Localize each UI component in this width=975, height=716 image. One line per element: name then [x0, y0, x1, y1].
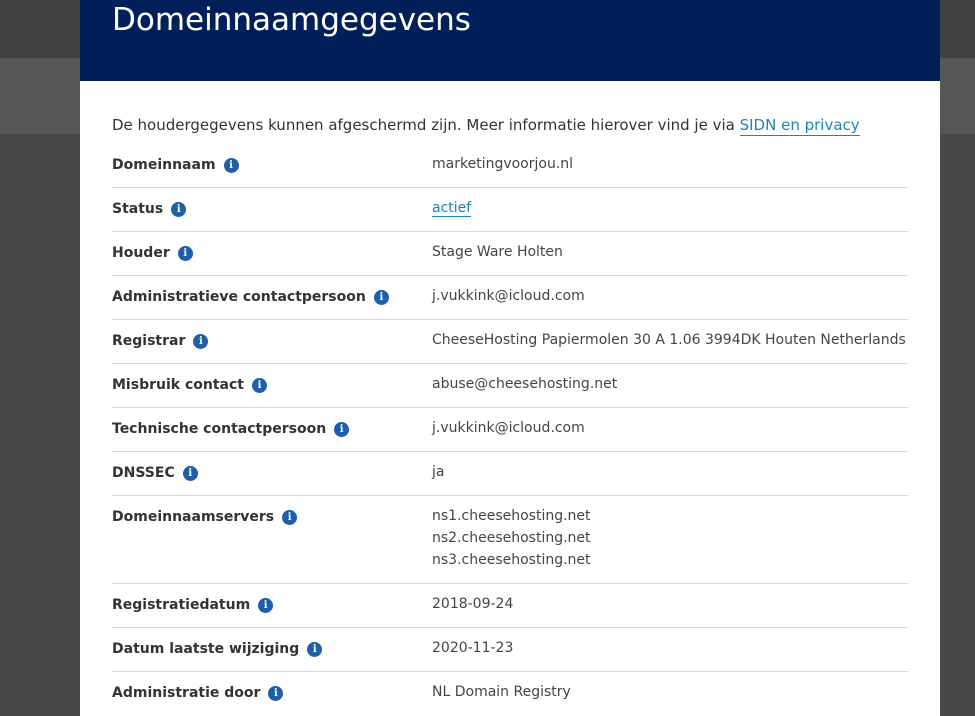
- detail-value-houder: Stage Ware Holten: [432, 244, 563, 260]
- info-icon[interactable]: i: [307, 642, 322, 657]
- detail-value-domeinnaam: marketingvoorjou.nl: [432, 156, 574, 172]
- detail-value-admin-contact: j.vukkink@icloud.com: [432, 288, 585, 304]
- detail-label: Administratie door: [112, 685, 261, 701]
- status-link[interactable]: actief: [432, 200, 472, 216]
- nameserver-item: ns1.cheesehosting.net: [432, 508, 591, 524]
- detail-value-dnssec: ja: [432, 464, 445, 480]
- detail-label: DNSSEC: [112, 465, 175, 481]
- detail-row-houder: [112, 232, 908, 276]
- privacy-intro: [112, 114, 908, 136]
- detail-row-misbruik: [112, 364, 908, 408]
- detail-row-registratiedatum: [112, 584, 908, 628]
- detail-row-laatste-wijziging: [112, 628, 908, 672]
- detail-value-laatste-wijziging: 2020-11-23: [432, 640, 514, 656]
- detail-label: Misbruik contact: [112, 377, 244, 393]
- info-icon[interactable]: i: [183, 466, 198, 481]
- detail-label: Domeinnaam: [112, 157, 216, 173]
- modal-body: [80, 114, 940, 716]
- detail-row-registrar: [112, 320, 908, 364]
- detail-row-status: [112, 188, 908, 232]
- info-icon[interactable]: i: [252, 378, 267, 393]
- info-icon[interactable]: i: [334, 422, 349, 437]
- detail-row-tech-contact: [112, 408, 908, 452]
- privacy-intro-text: De houdergegevens kunnen afgeschermd zijn. Meer informatie hierover vind je via: [112, 116, 740, 134]
- detail-row-dnssec: [112, 452, 908, 496]
- nameserver-item: ns3.cheesehosting.net: [432, 552, 591, 568]
- detail-value-tech-contact: j.vukkink@icloud.com: [432, 420, 585, 436]
- info-icon[interactable]: i: [193, 334, 208, 349]
- info-icon[interactable]: i: [171, 202, 186, 217]
- detail-value-misbruik: abuse@cheesehosting.net: [432, 376, 618, 392]
- detail-value-nameservers: [432, 505, 591, 571]
- detail-value-registratiedatum: 2018-09-24: [432, 596, 514, 612]
- detail-label: Houder: [112, 245, 170, 261]
- sidn-privacy-link[interactable]: SIDN en privacy: [739, 116, 860, 134]
- detail-label: Registrar: [112, 333, 186, 349]
- detail-row-admin-contact: [112, 276, 908, 320]
- info-icon[interactable]: i: [224, 158, 239, 173]
- modal-title: Domeinnaamgegevens: [112, 2, 471, 38]
- nameserver-item: ns2.cheesehosting.net: [432, 530, 591, 546]
- detail-label: Status: [112, 201, 164, 217]
- info-icon[interactable]: i: [282, 510, 297, 525]
- detail-label: Registratiedatum: [112, 597, 251, 613]
- info-icon[interactable]: i: [268, 686, 283, 701]
- info-icon[interactable]: i: [258, 598, 273, 613]
- info-icon[interactable]: i: [374, 290, 389, 305]
- detail-value-registrar: CheeseHosting Papiermolen 30 A 1.06 3994DK Houten Netherlands: [432, 332, 906, 348]
- domain-details-modal: [80, 0, 940, 716]
- domain-details-list: [112, 144, 908, 716]
- detail-row-nameservers: [112, 496, 908, 584]
- detail-label: Datum laatste wijziging: [112, 641, 300, 657]
- detail-row-domeinnaam: [112, 144, 908, 188]
- detail-label: Technische contactpersoon: [112, 421, 327, 437]
- detail-row-administratie-door: [112, 672, 908, 716]
- info-icon[interactable]: i: [178, 246, 193, 261]
- modal-header: [80, 0, 940, 81]
- detail-label: Domeinnaamservers: [112, 509, 275, 525]
- detail-label: Administratieve contactpersoon: [112, 289, 366, 305]
- detail-value-administratie-door: NL Domain Registry: [432, 684, 571, 700]
